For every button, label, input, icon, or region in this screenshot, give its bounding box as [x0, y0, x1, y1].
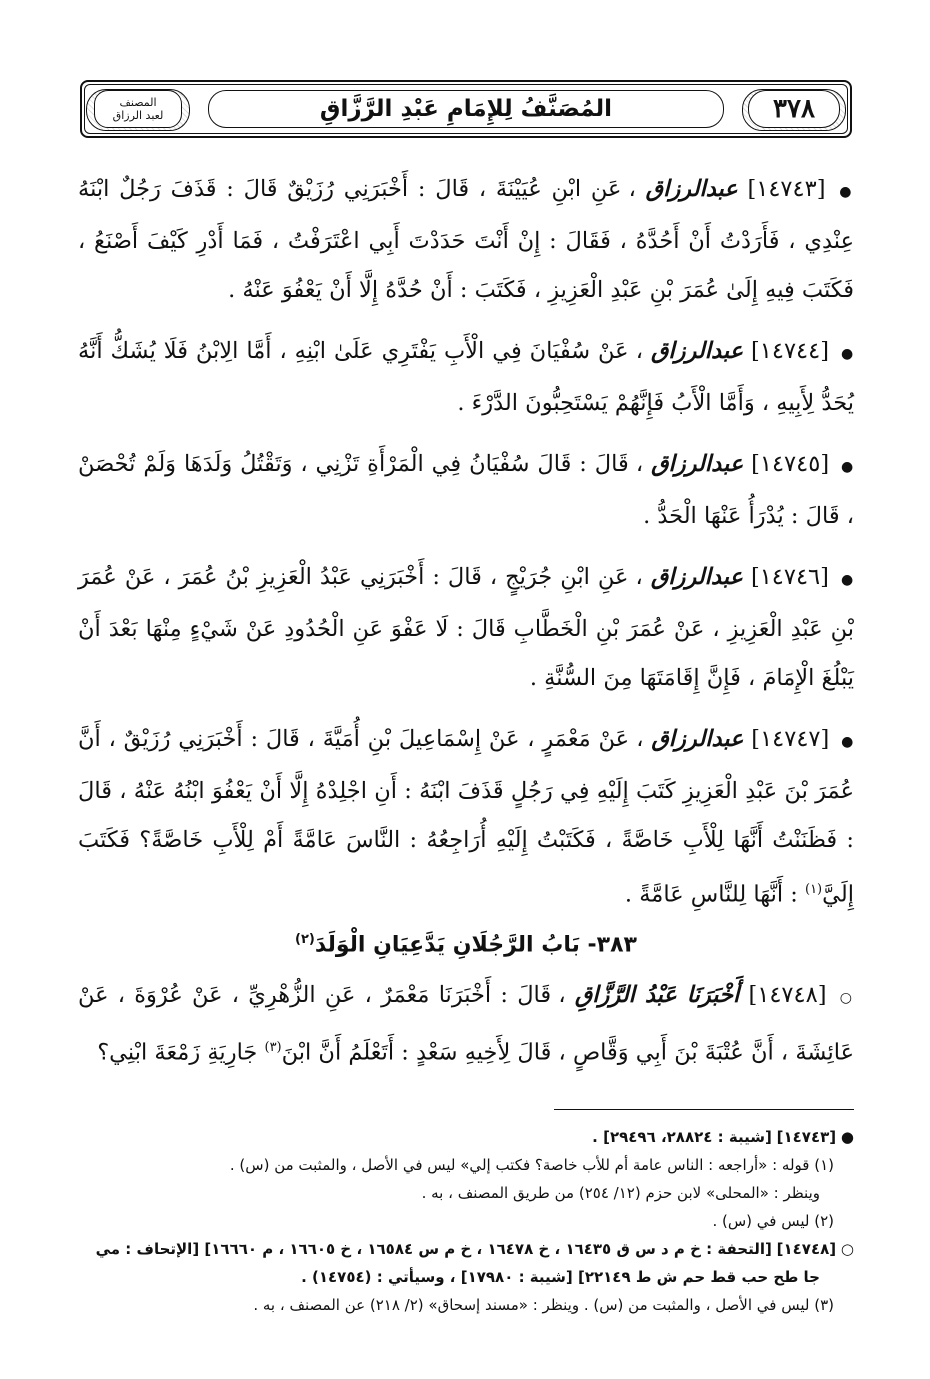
footnote-ref: (٢) [295, 931, 315, 947]
footnotes [78, 1123, 854, 1319]
footnote-number: (١) [814, 1156, 834, 1174]
hadith-14747 [78, 715, 854, 920]
hadith-author: عبدالرزاق [650, 338, 744, 364]
footnote-1 [78, 1151, 854, 1179]
bullet-icon: ● [839, 184, 855, 200]
footnote-number: (٣) [814, 1296, 834, 1314]
hadith-opening: أَخْبَرَنَا عَبْدُ الرَّزَّاقِ [574, 981, 740, 1008]
footnote-2 [78, 1207, 854, 1235]
hadith-14748 [78, 971, 854, 1078]
hadith-author: عبدالرزاق [651, 451, 744, 477]
reference-14748 [78, 1235, 854, 1263]
footnote-text: وينظر : «المحلى» لابن حزم (١٢/ ٢٥٤) من طريق المصنف ، به . [421, 1184, 820, 1202]
footnote-text: ليس في الأصل ، والمثبت من (س) . وينظر : «مسند إسحاق» (٢/ ٢١٨) عن المصنف ، به . [253, 1296, 810, 1314]
hadith-text: ، عَنِ ابْنِ عُيَيْنَةَ ، قَالَ : أَخْبَرَنِي رُزَيْقٌ قَالَ : قَذَفَ رَجُلٌ ابْنَهُ عِنْدِي ، فَأَرَدْتُ أَنْ أَحُدَّهُ ، فَقَالَ : إِنْ أَنْتَ حَدَدْتَ أَبِي اعْتَرَفْتُ ، فَمَا أَدْرِ كَيْفَ أَصْنَعُ ، فَكَتَبَ فِيهِ إِلَىٰ عُمَرَ بْنِ عَبْدِ الْعَزِيزِ ، فَكَتَبَ : أَنْ حُدَّهُ إِلَّا أَنْ يَعْفُوَ عَنْهُ . [78, 176, 854, 303]
page-header [80, 80, 852, 138]
hadith-14744 [78, 327, 854, 428]
page-number: ٣٧٨ [773, 94, 815, 124]
hadith-text-end: : أَنَّهَا لِلنَّاسِ عَامَّةً . [624, 881, 798, 908]
footnote-number: (٢) [814, 1212, 834, 1230]
reference-14743 [78, 1123, 854, 1151]
footnote-divider [554, 1109, 854, 1110]
footnote-text: قوله : «أراجعه : الناس عامة أم للأب خاصة؟ فكتب إلي» ليس في الأصل ، والمثبت من (س) . [229, 1156, 810, 1174]
hadith-14745 [78, 440, 854, 541]
chapter-title: ٣٨٣- بَابُ الرَّجُلَانِ يَدَّعِيَانِ الْوَلَدَ [314, 931, 637, 957]
reference-number: [١٤٧٤٨] [776, 1240, 837, 1258]
hadith-text: ، عَنْ سُفْيَانَ فِي الْأَبِ يَفْتَرِي عَلَىٰ ابْنِهِ ، أَمَّا الِابْنُ فَلَا يُشَكُّ أَنَّهُ يُحَدُّ لِأَبِيهِ ، وَأَمَّا الْأَبُ فَإِنَّهُمْ يَسْتَحِبُّونَ الدَّرْءَ . [78, 338, 854, 416]
hadith-text: ، قَالَ : قَالَ سُفْيَانُ فِي الْمَرْأَةِ تَزْنِي ، وَتَقْتُلُ وَلَدَهَا وَلَمْ تُحْصَنْ ، قَالَ : يُدْرَأُ عَنْهَا الْحَدُّ . [78, 451, 854, 529]
footnote-3 [78, 1291, 854, 1319]
circle-icon: ○ [840, 1240, 854, 1258]
reference-14748-continued [78, 1263, 854, 1291]
hadith-number: [١٤٧٤٤] [751, 338, 830, 364]
hadith-text-end: جَارِيَةِ زَمْعَةَ ابْنِي؟ [97, 1039, 258, 1066]
footnote-1-continued [78, 1179, 854, 1207]
hadith-author: عبدالرزاق [645, 176, 738, 202]
chapter-heading [78, 932, 854, 957]
hadith-number: [١٤٧٤٨] [748, 981, 827, 1008]
bullet-icon: ● [841, 459, 855, 475]
reference-text: جا طح حب قط حم ش ط ٢٢١٤٩] [شيبة : ١٧٩٨٠] ، وسيأتي : (١٤٧٥٤) . [301, 1268, 820, 1286]
hadith-number: [١٤٧٤٥] [751, 451, 830, 477]
hadith-number: [١٤٧٤٧] [751, 726, 830, 752]
seal-line-2: لعبد الرزاق [112, 109, 164, 122]
reference-text: [شيبة : ٢٨٨٢٤، ٢٩٤٩٦] . [592, 1128, 772, 1146]
bullet-icon: ● [841, 734, 855, 750]
footnote-text: ليس في (س) . [712, 1212, 810, 1230]
hadith-author: عبدالرزاق [651, 726, 744, 752]
hadith-text: ، قَالَ : أَخْبَرَنَا مَعْمَرٌ ، عَنِ الزُّهْرِيِّ ، عَنْ عُرْوَةَ ، عَنْ عَائِشَةَ ، أَنَّ عُتْبَةَ بْنَ أَبِي وَقَّاصٍ ، قَالَ لِأَخِيهِ سَعْدٍ : أَتَعْلَمُ أَنَّ ابْنَ [78, 981, 854, 1066]
hadith-author: عبدالرزاق [650, 564, 743, 590]
footnote-ref: (١) [804, 882, 823, 897]
circle-icon: ○ [839, 989, 855, 1006]
reference-text: [التحفة : خ م د س ق ١٦٤٣٥ ، خ ١٦٤٧٨ ، خ م س ١٦٥٨٤ ، خ ١٦٦٠٥ ، م ١٦٦٦٠] [الإتحاف : مي [95, 1240, 772, 1258]
bullet-icon: ● [840, 572, 854, 588]
hadith-14743 [78, 165, 854, 315]
hadith-14746 [78, 553, 854, 703]
hadith-text: ، عَنِ ابْنِ جُرَيْجٍ ، قَالَ : أَخْبَرَنِي عَبْدُ الْعَزِيزِ بْنُ عُمَرَ ، عَنْ عُمَرَ بْنِ عَبْدِ الْعَزِيزِ ، عَنْ عُمَرَ بْنِ الْخَطَّابِ قَالَ : لَا عَفْوَ عَنِ الْحُدُودِ عَنْ شَيْءٍ مِنْهَا بَعْدَ أَنْ يَبْلُغَ الْإِمَامَ ، فَإِنَّ إِقَامَتَهَا مِنَ السُّنَّةِ . [78, 564, 854, 691]
bullet-icon: ● [840, 1128, 854, 1146]
reference-number: [١٤٧٤٣] [776, 1128, 837, 1146]
page-number-box [748, 90, 840, 128]
hadith-text: ، عَنْ مَعْمَرٍ ، عَنْ إِسْمَاعِيلَ بْنِ أُمَيَّةَ ، قَالَ : أَخْبَرَنِي رُزَيْقٌ ، أَنَّ عُمَرَ بْنَ عَبْدِ الْعَزِيزِ كَتَبَ إِلَيْهِ فِي رَجُلٍ قَذَفَ ابْنَهُ : أَنِ اجْلِدْهُ إِلَّا أَنْ يَعْفُوَ ابْنُهُ عَنْهُ ، قَالَ : فَظَنَنْتُ أَنَّهَا لِلْأَبِ خَاصَّةً ، فَكَتَبْتُ إِلَيْهِ أُرَاجِعُهُ : النَّاسَ عَامَّةً أَمْ لِلْأَبِ خَاصَّةً؟ فَكَتَبَ إِلَيَّ [78, 726, 854, 908]
title-scroll [208, 90, 724, 128]
footnote-ref: (٣) [264, 1039, 282, 1055]
hadith-number: [١٤٧٤٣] [747, 176, 826, 202]
seal-line-1: المصنف [119, 96, 157, 109]
book-seal [94, 90, 182, 128]
bullet-icon: ● [840, 346, 854, 362]
header-title: المُصَنَّفُ لِلإِمَامِ عَبْدِ الرَّزَّاقِ [319, 96, 613, 122]
hadith-number: [١٤٧٤٦] [750, 564, 829, 590]
main-text [78, 165, 854, 1089]
